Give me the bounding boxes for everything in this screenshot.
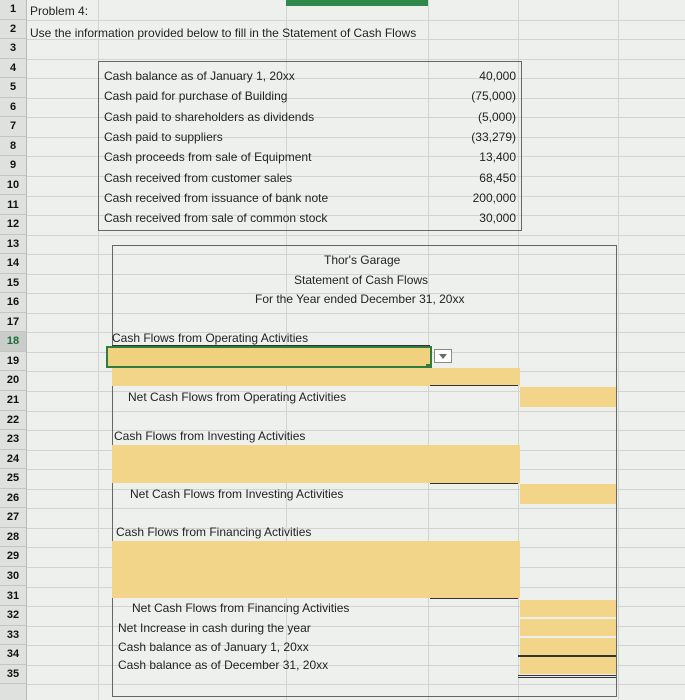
operating-input-area[interactable] — [112, 368, 520, 386]
cash-begin-input[interactable] — [520, 638, 616, 655]
row-header[interactable]: 8 — [0, 137, 26, 157]
operating-net-input[interactable] — [520, 387, 616, 407]
info-item-value[interactable]: 13,400 — [479, 150, 516, 165]
operating-heading[interactable]: Cash Flows from Operating Activities — [112, 331, 309, 345]
row-header[interactable]: 3 — [0, 39, 26, 59]
info-item-label[interactable]: Cash paid to shareholders as dividends — [104, 109, 315, 124]
row-header[interactable]: 27 — [0, 508, 26, 528]
row-header[interactable]: 18 — [0, 332, 26, 352]
info-item-value[interactable]: 200,000 — [472, 190, 516, 205]
net-increase-label[interactable]: Net Increase in cash during the year — [118, 621, 311, 635]
investing-heading[interactable]: Cash Flows from Investing Activities — [114, 429, 306, 443]
row-header[interactable]: 13 — [0, 235, 26, 255]
row-header[interactable]: 19 — [0, 352, 26, 372]
column-gridline — [618, 0, 619, 700]
row-header[interactable]: 26 — [0, 489, 26, 509]
row-header[interactable]: 34 — [0, 645, 26, 665]
row-header[interactable]: 28 — [0, 528, 26, 548]
row-gridline — [26, 59, 685, 60]
row-header[interactable]: 4 — [0, 59, 26, 79]
cash-end-input[interactable] — [520, 657, 616, 674]
row-header[interactable]: 30 — [0, 567, 26, 587]
financing-total-rule — [430, 598, 518, 599]
triangle-down-icon[interactable] — [434, 349, 452, 363]
financing-net-input[interactable] — [520, 600, 616, 617]
investing-net-input[interactable] — [520, 484, 616, 504]
info-item-value[interactable]: 30,000 — [479, 211, 516, 226]
info-item-value[interactable]: (5,000) — [477, 109, 516, 124]
instruction-text[interactable]: Use the information provided below to fill in the Statement of Cash Flows — [30, 26, 417, 40]
info-item-label[interactable]: Cash received from issuance of bank note — [104, 190, 329, 205]
row-header[interactable]: 17 — [0, 313, 26, 333]
row-header[interactable]: 31 — [0, 587, 26, 607]
statement-period[interactable]: For the Year ended December 31, 20xx — [255, 292, 465, 306]
cash-end-double-rule-top — [518, 655, 616, 657]
row-header[interactable]: 25 — [0, 469, 26, 489]
row-header[interactable]: 10 — [0, 176, 26, 196]
row-header[interactable]: 16 — [0, 293, 26, 313]
row-header[interactable]: 1 — [0, 0, 26, 20]
row-header[interactable]: 21 — [0, 391, 26, 411]
operating-total-rule — [430, 385, 518, 386]
financing-heading[interactable]: Cash Flows from Financing Activities — [116, 525, 312, 539]
company-name[interactable]: Thor's Garage — [324, 253, 401, 267]
active-column-indicator — [286, 0, 428, 6]
info-item-label[interactable]: Cash paid for purchase of Building — [104, 89, 288, 104]
row-header[interactable]: 29 — [0, 547, 26, 567]
row-header[interactable]: 33 — [0, 626, 26, 646]
net-increase-input[interactable] — [520, 619, 616, 636]
row-header[interactable]: 15 — [0, 274, 26, 294]
cash-begin-label[interactable]: Cash balance as of January 1, 20xx — [118, 640, 309, 654]
financing-input-area[interactable] — [112, 541, 520, 598]
info-item-label[interactable]: Cash proceeds from sale of Equipment — [104, 150, 312, 165]
row-header[interactable]: 24 — [0, 450, 26, 470]
problem-label[interactable]: Problem 4: — [30, 4, 89, 18]
info-item-label[interactable]: Cash balance as of January 1, 20xx — [104, 69, 295, 83]
row-header[interactable]: 2 — [0, 20, 26, 40]
row-header[interactable]: 7 — [0, 117, 26, 137]
operating-net-label[interactable]: Net Cash Flows from Operating Activities — [128, 390, 347, 404]
info-item-label[interactable]: Cash received from sale of common stock — [104, 211, 328, 226]
row-header[interactable]: 9 — [0, 156, 26, 176]
info-item-label[interactable]: Cash received from customer sales — [104, 170, 293, 185]
row-header[interactable]: 35 — [0, 665, 26, 685]
row-header[interactable]: 20 — [0, 371, 26, 391]
row-header[interactable]: 5 — [0, 78, 26, 98]
investing-total-rule — [430, 483, 518, 484]
row-gridline — [26, 20, 685, 21]
row-header-column — [0, 0, 27, 700]
info-item-value[interactable]: 68,450 — [479, 170, 516, 185]
row-header[interactable]: 23 — [0, 430, 26, 450]
info-item-value[interactable]: (33,279) — [471, 129, 516, 144]
investing-net-label[interactable]: Net Cash Flows from Investing Activities — [130, 487, 344, 501]
info-item-value[interactable]: (75,000) — [471, 89, 516, 104]
row-header[interactable]: 6 — [0, 98, 26, 118]
row-gridline — [26, 235, 685, 236]
investing-input-area[interactable] — [112, 445, 520, 483]
statement-title[interactable]: Statement of Cash Flows — [294, 273, 429, 287]
row-header[interactable]: 32 — [0, 606, 26, 626]
cash-end-double-rule-bottom — [518, 675, 616, 678]
row-header[interactable]: 22 — [0, 411, 26, 431]
row-header[interactable]: 11 — [0, 196, 26, 216]
cash-end-label[interactable]: Cash balance as of December 31, 20xx — [118, 658, 329, 672]
selected-input-cell[interactable] — [106, 346, 432, 368]
info-item-value[interactable]: 40,000 — [479, 69, 516, 83]
info-item-label[interactable]: Cash paid to suppliers — [104, 129, 223, 144]
financing-net-label[interactable]: Net Cash Flows from Financing Activities — [132, 601, 350, 615]
row-header[interactable]: 12 — [0, 215, 26, 235]
row-header[interactable]: 14 — [0, 254, 26, 274]
